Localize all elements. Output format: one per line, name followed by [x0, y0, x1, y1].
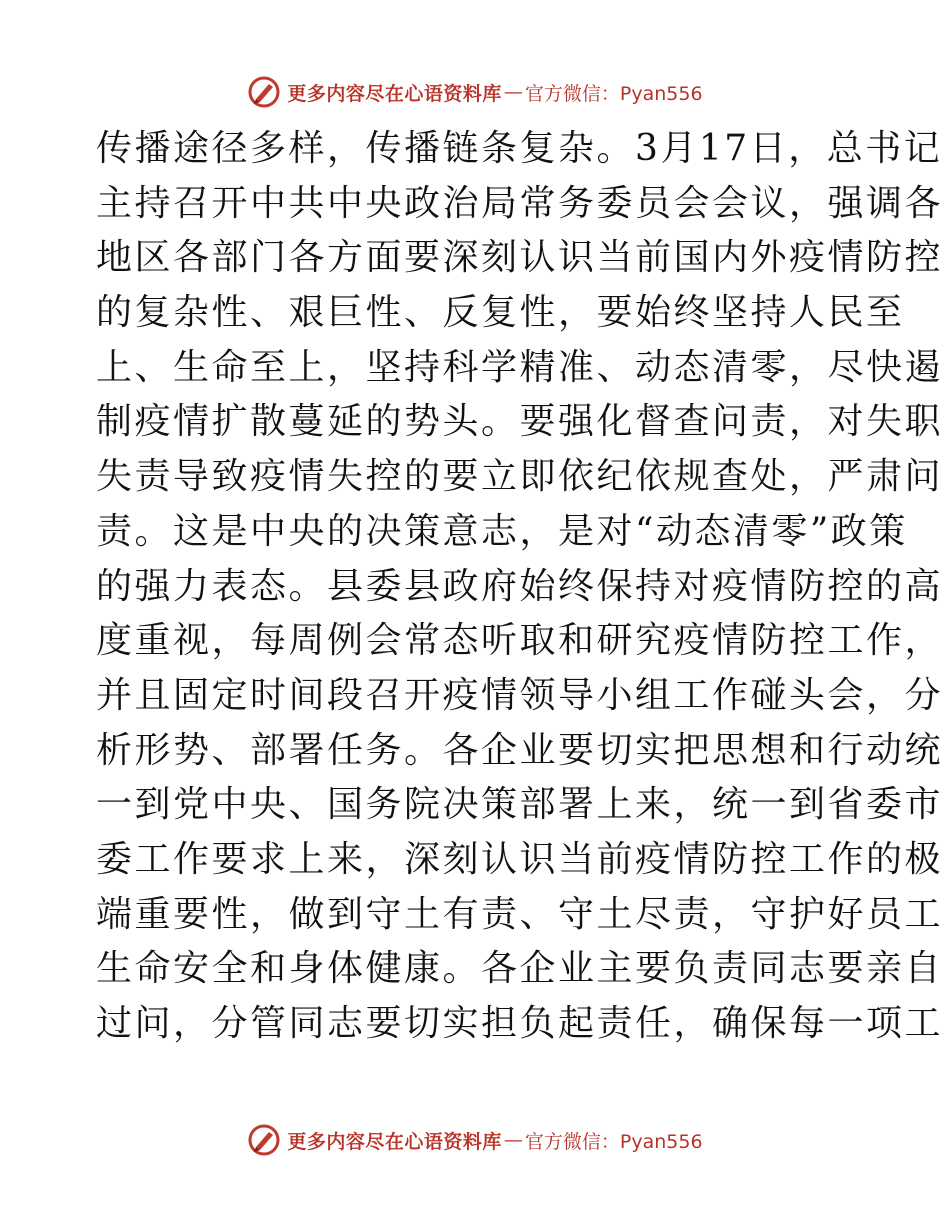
body-line: 责。这是中央的决策意志，是对“动态清零”政策 — [96, 510, 908, 552]
body-line: 的复杂性、艰巨性、反复性，要始终坚持人民至 — [96, 292, 905, 334]
document-body — [96, 122, 944, 1052]
body-line: 析形势、部署任务。各企业要切实把思想和行动统 — [96, 729, 944, 771]
banner-wechat-text: 官方微信：Pyan556 — [524, 82, 703, 105]
body-line: 地区各部门各方面要深刻认识当前国内外疫情防控 — [96, 237, 944, 279]
body-line: 主持召开中共中央政治局常务委员会会议，强调各 — [96, 182, 944, 224]
body-line: 失责导致疫情失控的要立即依纪依规查处，严肃问 — [96, 456, 944, 498]
body-line: 委工作要求上来，深刻认识当前疫情防控工作的极 — [96, 838, 944, 880]
pen-circle-icon — [247, 75, 281, 109]
body-line: 并且固定时间段召开疫情领导小组工作碰头会，分 — [96, 674, 944, 716]
body-line: 上、生命至上，坚持科学精准、动态清零，尽快遏 — [96, 346, 944, 388]
body-line: 过问，分管同志要切实担负起责任，确保每一项工 — [96, 1003, 944, 1044]
body-line: 生命安全和身体健康。各企业主要负责同志要亲自 — [96, 948, 944, 990]
body-line: 制疫情扩散蔓延的势头。要强化督查问责，对失职 — [96, 401, 944, 443]
body-line: 一到党中央、国务院决策部署上来，统一到省委市 — [96, 784, 944, 826]
banner-separator: — — [503, 81, 523, 103]
banner-separator: — — [503, 1129, 523, 1151]
body-line: 的强力表态。县委县政府始终保持对疫情防控的高 — [96, 565, 944, 607]
footer-watermark-banner — [0, 1120, 950, 1160]
pen-circle-icon — [247, 1123, 281, 1157]
banner-wechat-text: 官方微信：Pyan556 — [524, 1130, 703, 1153]
banner-main-text: 更多内容尽在心语资料库 — [287, 1130, 502, 1153]
banner-main-text: 更多内容尽在心语资料库 — [287, 82, 502, 105]
header-watermark-banner — [0, 72, 950, 112]
body-line: 端重要性，做到守土有责、守土尽责，守护好员工 — [96, 893, 944, 935]
body-line: 度重视，每周例会常态听取和研究疫情防控工作， — [96, 620, 944, 662]
body-line: 传播途径多样，传播链条复杂。3月17日，总书记 — [96, 128, 943, 169]
